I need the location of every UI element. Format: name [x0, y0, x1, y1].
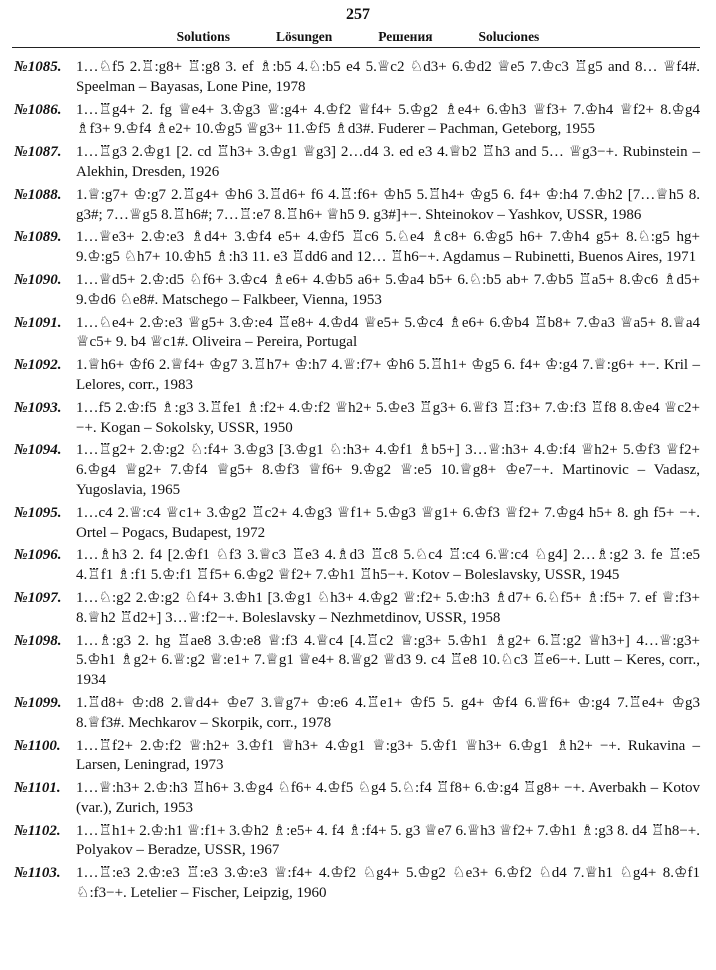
solution-entry	[14, 504, 700, 544]
solution-text: 1…♕:h3+ 2.♔:h3 ♖h6+ 3.♔g4 ♘f6+ 4.♔f5 ♘g4 5.♘:f4 ♖f8+ 6.♔:g4 ♖g8+ −+. Averbakh – Kotov (var.), Zurich, 1953	[76, 780, 700, 816]
solution-entry	[14, 589, 700, 629]
solution-text: 1.♕h6+ ♔f6 2.♕f4+ ♔g7 3.♖h7+ ♔:h7 4.♕:f7+ ♔h6 5.♖h1+ ♔g5 6. f4+ ♔:g4 7.♕:g6+ +−. Kril – Lelores, corr., 1983	[76, 357, 700, 393]
solution-text: 1…♖g4+ 2. fg ♕e4+ 3.♔g3 ♕:g4+ 4.♔f2 ♕f4+ 5.♔g2 ♗e4+ 6.♔h3 ♕f3+ 7.♔h4 ♕f2+ 8.♔g4 ♗f3+ 9.♔f4 ♗e2+ 10.♔g5 ♕g3+ 11.♔f5 ♗d3#. Fuderer – Pachman, Geteborg, 1955	[76, 101, 700, 138]
solution-number: №1090.	[14, 271, 62, 288]
solution-text: 1…c4 2.♕:c4 ♕c1+ 3.♔g2 ♖c2+ 4.♔g3 ♕f1+ 5.♔g3 ♕g1+ 6.♔f3 ♕f2+ 7.♔g4 h5+ 8. gh f5+ −+. Ortel – Pogacs, Budapest, 1972	[76, 504, 700, 541]
solution-entry	[14, 399, 700, 439]
header-rule	[12, 47, 700, 48]
solution-number: №1086.	[14, 101, 62, 118]
solution-entry	[14, 779, 700, 819]
solution-entry	[14, 228, 700, 268]
solution-entry	[14, 864, 700, 904]
solution-text: 1…♖f2+ 2.♔:f2 ♕:h2+ 3.♔f1 ♕h3+ 4.♔g1 ♕:g3+ 5.♔f1 ♕h3+ 6.♔g1 ♗h2+ −+. Rukavina – Larsen, Leningrad, 1973	[76, 737, 700, 774]
section-title-spanish: Soluciones	[478, 29, 540, 44]
solution-entry	[14, 694, 700, 734]
solution-text: 1…♖g2+ 2.♔:g2 ♘:f4+ 3.♔g3 [3.♔g1 ♘:h3+ 4.♔f1 ♗b5+] 3…♕:h3+ 4.♔:f4 ♕h2+ 5.♔f3 ♕f2+ 6.♔g4 ♕g2+ 7.♔f4 ♕g5+ 8.♔f3 ♕f6+ 9.♔g2 ♕:e5 10.♕g8+ ♔e7−+. Martinovic – Vadasz, Yugoslavia, 1965	[76, 442, 700, 498]
solution-text: 1…♖h1+ 2.♔:h1 ♕:f1+ 3.♔h2 ♗:e5+ 4. f4 ♗:f4+ 5. g3 ♕e7 6.♕h3 ♕f2+ 7.♔h1 ♗:g3 8. d4 ♖h8−+. Polyakov – Beradze, USSR, 1967	[76, 822, 700, 859]
solution-entry	[14, 546, 700, 586]
solution-text: 1…♕e3+ 2.♔:e3 ♗d4+ 3.♔f4 e5+ 4.♔f5 ♖c6 5.♘e4 ♗c8+ 6.♔g5 h6+ 7.♔h4 g5+ 8.♘:g5 hg+ 9.♔:g5 ♘h7+ 10.♔h5 ♗:h3 11. e3 ♖dd6 and 12… ♖h6−+. Agdamus – Rubinetti, Buenos Aires, 1971	[76, 229, 700, 266]
solution-text: 1…♕d5+ 2.♔:d5 ♘f6+ 3.♔c4 ♗e6+ 4.♔b5 a6+ 5.♔a4 b5+ 6.♘:b5 ab+ 7.♔b5 ♖a5+ 8.♔c6 ♗d5+ 9.♔d6 ♘e8#. Matschego – Falkbeer, Vienna, 1953	[76, 271, 700, 308]
solution-entry	[14, 101, 700, 141]
running-head	[0, 29, 716, 45]
solution-number: №1098.	[14, 632, 62, 649]
solution-text: 1…f5 2.♔:f5 ♗:g3 3.♖fe1 ♗:f2+ 4.♔:f2 ♕h2+ 5.♔e3 ♖g3+ 6.♕f3 ♖:f3+ 7.♔:f3 ♖f8 8.♔e4 ♕c2+ −+. Kogan – Sokolsky, USSR, 1950	[76, 399, 700, 436]
solution-text: 1…♖g3 2.♔g1 [2. cd ♖h3+ 3.♔g1 ♕g3] 2…d4 3. ed e3 4.♕b2 ♖h3 and 5… ♕g3−+. Rubinstein – Alekhin, Dresden, 1926	[76, 144, 700, 180]
solution-number: №1089.	[14, 229, 62, 246]
solution-entry	[14, 822, 700, 862]
solution-number: №1093.	[14, 399, 62, 416]
solution-text: 1…♖:e3 2.♔:e3 ♖:e3 3.♔:e3 ♕:f4+ 4.♔f2 ♘g4+ 5.♔g2 ♘e3+ 6.♔f2 ♘d4 7.♕h1 ♘g4+ 8.♔f1 ♘:f3−+. Letelier – Fischer, Leipzig, 1960	[76, 865, 700, 902]
solution-text: 1…♗h3 2. f4 [2.♔f1 ♘f3 3.♕c3 ♖e3 4.♗d3 ♖c8 5.♘c4 ♖:c4 6.♕:c4 ♘g4] 2…♗:g2 3. fe ♖:e5 4.♖f1 ♗:f1 5.♔:f1 ♖f5+ 6.♔g2 ♕f2+ 7.♔h1 ♖h5−+. Kotov – Boleslavsky, USSR, 1945	[76, 547, 700, 584]
solution-number: №1091.	[14, 314, 62, 331]
solution-number: №1101.	[14, 780, 61, 797]
solution-text: 1.♕:g7+ ♔:g7 2.♖g4+ ♔h6 3.♖d6+ f6 4.♖:f6+ ♔h5 5.♖h4+ ♔g5 6. f4+ ♔:h4 7.♔h2 [7…♕h5 8. g3#; 7…♕g5 8.♖h6#; 7…♖:e7 8.♖h6+ ♕h5 9. g3#]+−. Shteinokov – Yashkov, USSR, 1986	[76, 186, 700, 223]
solution-number: №1088.	[14, 186, 62, 203]
solution-number: №1099.	[14, 694, 62, 711]
solution-entry	[14, 314, 700, 354]
solution-text: 1…♘e4+ 2.♔:e3 ♕g5+ 3.♔:e4 ♖e8+ 4.♔d4 ♕e5+ 5.♔c4 ♗e6+ 6.♔b4 ♖b8+ 7.♔a3 ♕a5+ 8.♕a4 ♕c5+ 9. b4 ♕c1#. Oliveira – Pereira, Portugal	[76, 314, 700, 351]
solution-entry	[14, 441, 700, 500]
solution-number: №1092.	[14, 357, 62, 374]
solution-text: 1…♘:g2 2.♔:g2 ♘f4+ 3.♔h1 [3.♔g1 ♘h3+ 4.♔g2 ♕:f2+ 5.♔:h3 ♗d7+ 6.♘f5+ ♗:f5+ 7. ef ♕:f3+ 8.♕h2 ♖d2+] 3…♕:f2−+. Boleslavsky – Nezhmetdinov, USSR, 1958	[76, 589, 700, 626]
solution-number: №1094.	[14, 442, 62, 459]
solution-number: №1096.	[14, 547, 62, 564]
solution-number: №1103.	[14, 865, 61, 882]
section-title-german: Lösungen	[275, 29, 333, 44]
section-title-english: Solutions	[176, 29, 230, 44]
solution-text: 1…♘f5 2.♖:g8+ ♖:g8 3. ef ♗:b5 4.♘:b5 e4 5.♕c2 ♘d3+ 6.♔d2 ♕e5 7.♔c3 ♖g5 and 8… ♕f4#. Speelman – Bayasas, Lone Pine, 1978	[76, 59, 700, 95]
solution-number: №1097.	[14, 589, 62, 606]
solution-text: 1.♖d8+ ♔:d8 2.♕d4+ ♔e7 3.♕g7+ ♔:e6 4.♖e1+ ♔f5 5. g4+ ♔f4 6.♕f6+ ♔:g4 7.♖e4+ ♔g3 8.♕f3#. Mechkarov – Skorpik, corr., 1978	[76, 694, 700, 731]
solutions-list	[14, 58, 700, 907]
solution-text: 1…♗:g3 2. hg ♖ae8 3.♔:e8 ♕:f3 4.♕c4 [4.♖c2 ♕:g3+ 5.♔h1 ♗g2+ 6.♖:g2 ♕h3+] 4…♕:g3+ 5.♔h1 ♗g2+ 6.♕:g2 ♕:e1+ 7.♕g1 ♕e4+ 8.♕g2 ♕d3 9. c4 ♖e8 10.♘c3 ♖e6−+. Lutt – Keres, corr., 1934	[76, 632, 700, 689]
solution-entry	[14, 143, 700, 183]
solution-entry	[14, 186, 700, 226]
solution-entry	[14, 58, 700, 98]
solution-number: №1102.	[14, 822, 61, 839]
solution-number: №1087.	[14, 144, 62, 161]
solution-number: №1100.	[14, 737, 61, 754]
solution-entry	[14, 632, 700, 691]
solution-entry	[14, 737, 700, 777]
solution-number: №1085.	[14, 59, 62, 75]
section-title-russian: Решения	[378, 29, 433, 44]
solution-number: №1095.	[14, 504, 62, 521]
page-number: 257	[346, 6, 370, 23]
solution-entry	[14, 356, 700, 396]
solution-entry	[14, 271, 700, 311]
